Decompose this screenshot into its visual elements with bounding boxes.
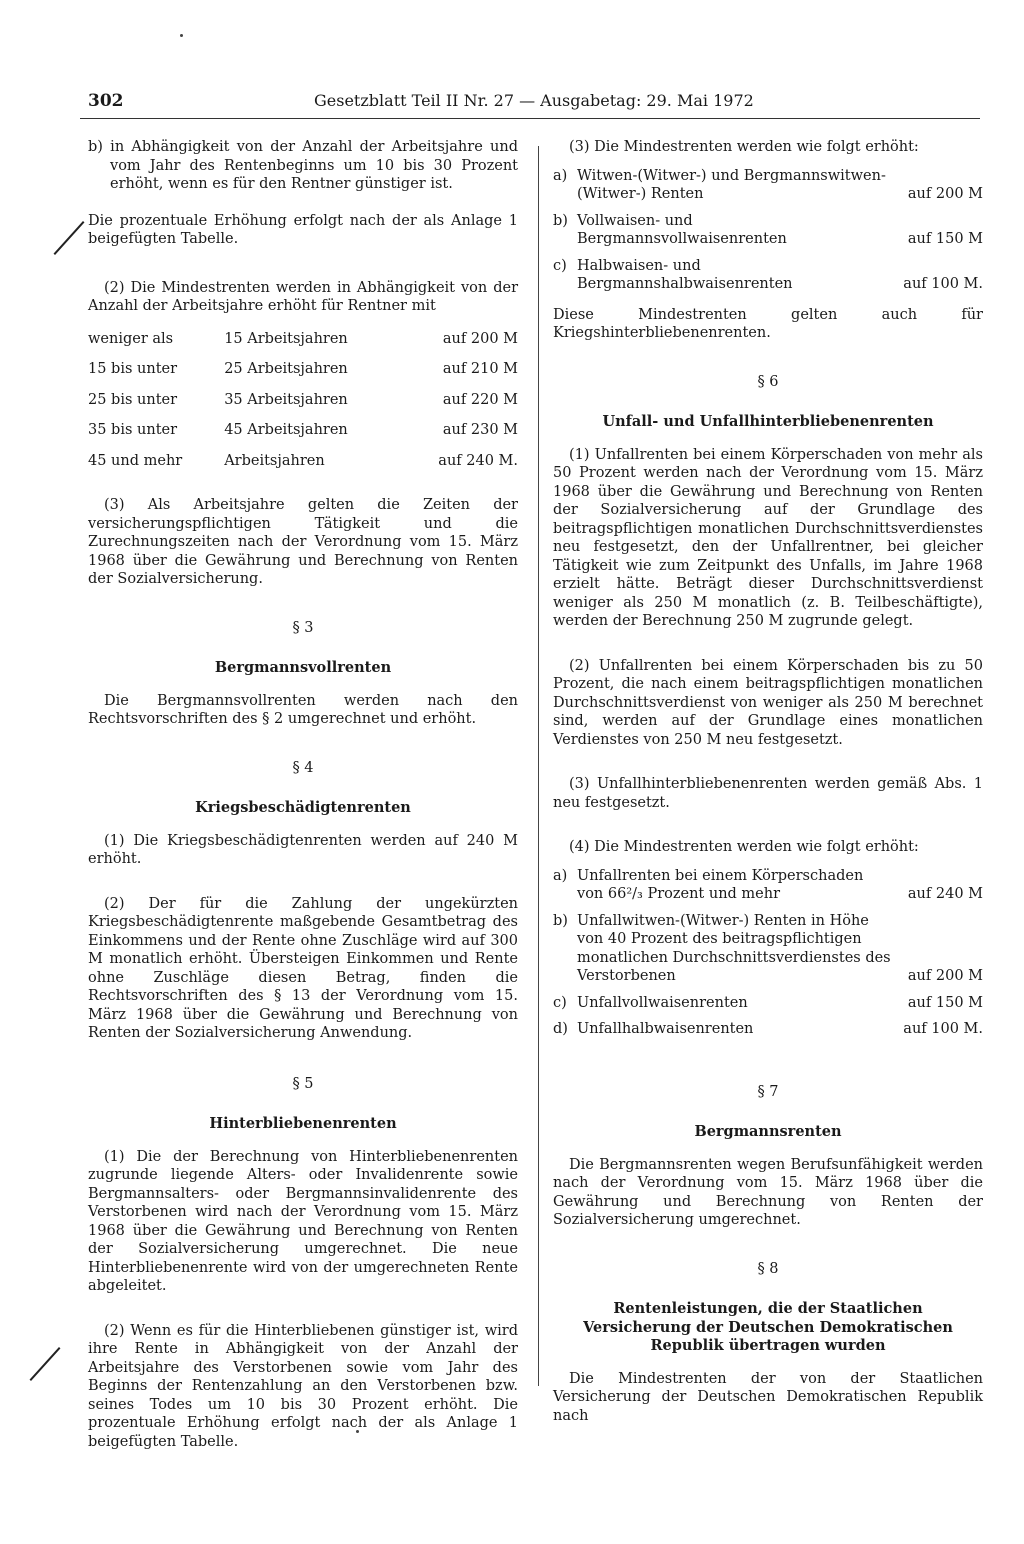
item-b: b) in Abhängigkeit von der Anzahl der Arbeitsjahre und vom Jahr des Rentenbeginns um 10 bis 30 Prozent erhöht, wenn es für den Rentner günstiger ist. [88, 139, 518, 192]
table-cell-amount: auf 230 M [442, 422, 518, 438]
spacer [553, 1047, 983, 1083]
section-title: Bergmannsrenten [694, 1123, 842, 1140]
section-title: Kriegsbeschädigtenrenten [195, 799, 411, 816]
list-item [553, 867, 983, 912]
column-divider [538, 146, 539, 1386]
section-number: § 7 [757, 1083, 779, 1100]
list-item-text: Witwen-(Witwer-) und Bergmannswitwen-(Witwer-) Renten [577, 167, 886, 202]
section-number: § 4 [292, 759, 314, 776]
mindestrenten-table [88, 330, 518, 483]
list-item-text: Unfallvollwaisenrenten [577, 994, 748, 1011]
list-item-label: c) [553, 257, 567, 274]
section-4-paragraph-1: (1) Die Kriegsbeschädigtenrenten werden auf 240 M erhöht. [88, 832, 518, 867]
table-cell-amount: auf 200 M [442, 330, 518, 347]
section-6-paragraph-4-intro: (4) Die Mindestrenten werden wie folgt erhöht: [569, 839, 919, 855]
scan-speck [180, 34, 183, 37]
section-title: Rentenleistungen, die der Staatlichen Versicherung der Deutschen Demokratischen Republik übertragen wurden [583, 1300, 953, 1354]
table-cell: 25 Arbeitsjahren [224, 361, 348, 377]
section-5-paragraph-1: (1) Die der Berechnung von Hinterbliebenenrenten zugrunde liegende Alters- oder Invalidenrente sowie Bergmannsalters- oder Bergmannsinvalidenrente des Verstorbenen wird nach der Verordnung vom 15. März 1968 über die Gewährung und Berechnung von Renten der Sozialversicherung umgerechnet. Die neue Hinterbliebenenrente wird von der umgerechneten Rente abgeleitet. [88, 1148, 518, 1294]
section-title: Bergmannsvollrenten [214, 659, 392, 676]
table-row [88, 421, 518, 452]
right-column [553, 138, 983, 1451]
section-3-text: Die Bergmannsvollrenten werden nach den Rechtsvorschriften des § 2 umgerechnet und erhöht. [88, 692, 518, 727]
list-item-text: Unfallwitwen-(Witwer-) Renten in Höhe von 40 Prozent des beitragspflichtigen monatlichen Durchschnittsverdienstes des Verstorbenen [577, 912, 891, 984]
table-row [88, 360, 518, 391]
list-item-amount: auf 240 M [907, 886, 983, 902]
table-cell: 35 Arbeitsjahren [224, 391, 348, 408]
page-number: 302 [88, 91, 124, 111]
list-item-label: a) [553, 867, 568, 884]
list-item-text: Unfallrenten bei einem Körperschaden von 66²/₃ Prozent und mehr [577, 867, 864, 902]
table-row [88, 391, 518, 422]
section-7-text: Die Bergmannsrenten wegen Berufsunfähigkeit werden nach der Verordnung vom 15. März 1968 über die Gewährung und Berechnung von Renten der Sozialversicherung umgerechnet. [553, 1156, 983, 1228]
table-cell: 15 Arbeitsjahren [224, 330, 348, 347]
list-item [553, 1020, 983, 1047]
section-number: § 8 [757, 1260, 779, 1277]
section-title: Hinterbliebenenrenten [209, 1115, 397, 1132]
table-cell: 15 bis unter [88, 361, 178, 377]
list-item-amount: auf 100 M. [903, 276, 983, 292]
hinterbliebenen-mindestrenten-list [553, 167, 983, 302]
section-number: § 6 [757, 373, 779, 390]
section-5-paragraph-3-intro: (3) Die Mindestrenten werden wie folgt erhöht: [569, 139, 919, 155]
table-cell: 45 und mehr [88, 452, 183, 469]
table-row [88, 330, 518, 361]
section-5-paragraph-3-note: Diese Mindestrenten gelten auch für Kriegshinterbliebenenrenten. [553, 306, 983, 341]
table-cell: Arbeitsjahren [224, 452, 325, 469]
header-rule [80, 118, 980, 119]
list-item [553, 912, 983, 994]
table-cell: 35 bis unter [88, 422, 178, 438]
header-title: Gesetzblatt Teil II Nr. 27 — Ausgabetag: 29. Mai 1972 [314, 91, 754, 110]
left-column [88, 138, 518, 1477]
section-number: § 5 [292, 1075, 314, 1092]
margin-pen-mark [54, 221, 85, 255]
section-8-text: Die Mindestrenten der von der Staatlichen Versicherung der Deutschen Demokratischen Republik nach [553, 1370, 983, 1424]
table-cell: 45 Arbeitsjahren [224, 422, 348, 438]
table-cell: weniger als [88, 330, 174, 347]
list-item-text: Unfallhalbwaisenrenten [577, 1021, 754, 1037]
list-item-label: b) [553, 212, 568, 229]
section-title: Unfall- und Unfallhinterbliebenenrenten [602, 413, 934, 430]
table-cell-amount: auf 210 M [442, 361, 518, 377]
list-item-label: d) [553, 1021, 568, 1037]
table-cell: 25 bis unter [88, 391, 178, 408]
list-item-amount: auf 200 M [907, 968, 983, 984]
list-item [553, 994, 983, 1021]
table-cell-amount: auf 240 M. [438, 452, 518, 469]
section-5-paragraph-2: (2) Wenn es für die Hinterbliebenen günstiger ist, wird ihre Rente in Abhängigkeit von der Anzahl der Arbeitsjahre des Verstorbenen sowie vom Jahr des Beginns der Rentenzahlung an den Verstorbenen bzw. seines Todes um 10 bis 30 Prozent erhöht. Die prozentuale Erhöhung erfolgt nach der als Anlage 1 beigefügten Tabelle. [88, 1322, 518, 1450]
list-item [553, 212, 983, 257]
list-item-amount: auf 150 M [907, 231, 983, 247]
section-4-paragraph-2: (2) Der für die Zahlung der ungekürzten Kriegsbeschädigtenrente maßgebende Gesamtbetrag des Einkommens und der Rente ohne Zuschläge wird auf 300 M monatlich erhöht. Übersteigen Einkommen und Rente ohne Zuschläge diesen Betrag, finden die Rechtsvorschriften des § 13 der Verordnung vom 15. März 1968 über die Gewährung und Berechnung von Renten der Sozialversicherung Anwendung. [88, 895, 518, 1041]
margin-pen-mark [30, 1347, 61, 1381]
section-6-paragraph-1: (1) Unfallrenten bei einem Körperschaden von mehr als 50 Prozent werden nach der Verordnung vom 15. März 1968 über die Gewährung und Berechnung von Renten der Sozialversicherung auf der Grundlage des beitragspflichtigen monatlichen Durchschnittsverdienstes neu festgesetzt, den der Unfallrentner, bei gleicher Tätigkeit wie zum Zeitpunkt des Unfalls, im Jahre 1968 erzielt hätte. Beträgt dieser Durchschnittsverdienst weniger als 250 M monatlich (z. B. Teilbeschäftigte), werden der Berechnung 250 M zugrunde gelegt. [553, 446, 983, 629]
table-row [88, 452, 518, 483]
section-6-paragraph-2: (2) Unfallrenten bei einem Körperschaden bis zu 50 Prozent, die nach einem beitragspflichtigen monatlichen Durchschnittsverdienst von weniger als 250 M berechnet sind, werden auf der Grundlage eines monatlichen Verdienstes von 250 M neu festgesetzt. [553, 657, 983, 748]
table-cell-amount: auf 220 M [442, 391, 518, 408]
list-item-text: Vollwaisen- und Bergmannsvollwaisenrenten [577, 212, 787, 247]
list-item [553, 167, 983, 212]
paragraph-erhoehung: Die prozentuale Erhöhung erfolgt nach der als Anlage 1 beigefügten Tabelle. [88, 212, 518, 247]
list-item-label: b) [553, 912, 568, 929]
list-item [553, 257, 983, 302]
section-number: § 3 [292, 619, 314, 636]
list-item-label: a) [553, 167, 568, 184]
page-header [88, 86, 788, 116]
paragraph-3: (3) Als Arbeitsjahre gelten die Zeiten der versicherungspflichtigen Tätigkeit und die Zurechnungszeiten nach der Verordnung vom 15. März 1968 über die Gewährung und Berechnung von Renten der Sozialversicherung. [88, 497, 518, 587]
paragraph-2-intro: (2) Die Mindestrenten werden in Abhängigkeit von der Anzahl der Arbeitsjahre erhöht für Rentner mit [88, 279, 518, 314]
list-item-amount: auf 200 M [907, 186, 983, 202]
section-6-paragraph-3: (3) Unfallhinterbliebenenrenten werden gemäß Abs. 1 neu festgesetzt. [553, 776, 983, 811]
list-item-amount: auf 100 M. [903, 1021, 983, 1037]
list-item-label: c) [553, 994, 567, 1011]
list-item-amount: auf 150 M [907, 994, 983, 1011]
unfall-mindestrenten-list [553, 867, 983, 1047]
list-item-text: Halbwaisen- und Bergmannshalbwaisenrenten [577, 257, 793, 292]
